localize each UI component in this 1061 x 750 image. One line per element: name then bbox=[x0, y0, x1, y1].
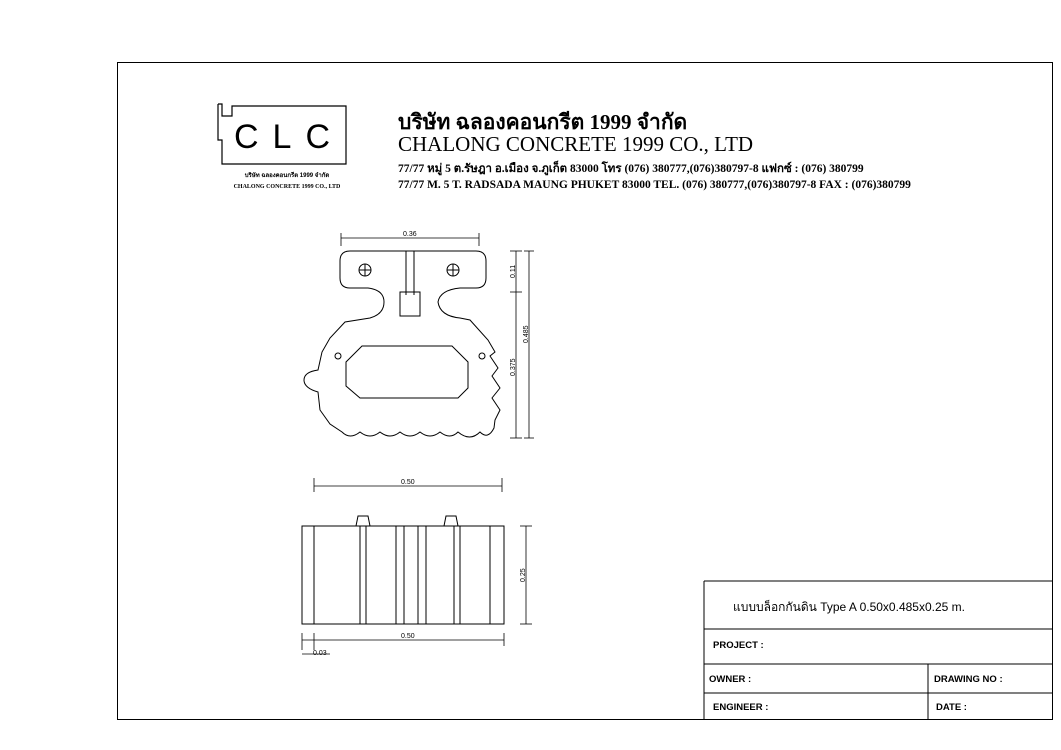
dimension-lines-side bbox=[302, 526, 532, 654]
dim-plan-width: 0.50 bbox=[401, 479, 415, 486]
dim-side-height: 0.25 bbox=[520, 568, 527, 582]
drawing-no-label: DRAWING NO : bbox=[934, 674, 1003, 685]
company-address-en: 77/77 M. 5 T. RADSADA MAUNG PHUKET 83000 TEL. (076) 380777,(076)380797-8 FAX : (076)380799 bbox=[398, 179, 911, 191]
dim-top-tab: 0.11 bbox=[510, 264, 517, 278]
drawing-title: แบบบล็อกกันดิน Type A 0.50x0.485x0.25 m. bbox=[733, 600, 965, 614]
date-label: DATE : bbox=[936, 702, 967, 713]
company-name-th: บริษัท ฉลองคอนกรีต 1999 จำกัด bbox=[398, 110, 688, 134]
dim-edge: 0.03 bbox=[313, 650, 327, 657]
project-label: PROJECT : bbox=[713, 640, 764, 651]
engineer-label: ENGINEER : bbox=[713, 702, 769, 713]
dim-side-width: 0.50 bbox=[401, 633, 415, 640]
dimension-lines-top bbox=[314, 233, 534, 492]
company-name-en: CHALONG CONCRETE 1999 CO., LTD bbox=[398, 132, 754, 156]
block-side-view bbox=[302, 516, 504, 624]
logo-letters: CLC bbox=[233, 118, 345, 156]
owner-label: OWNER : bbox=[709, 674, 752, 685]
block-top-view bbox=[304, 251, 500, 437]
dim-top-width: 0.36 bbox=[403, 231, 417, 238]
company-address-th: 77/77 หมู่ 5 ต.รัษฎา อ.เมือง จ.ภูเก็ต 83000 โทร (076) 380777,(076)380797-8 แฟกซ์ : (076) 380799 bbox=[398, 163, 864, 175]
dim-total-height: 0.485 bbox=[523, 325, 530, 343]
logo-subtitle-en: CHALONG CONCRETE 1999 CO., LTD bbox=[233, 184, 341, 190]
dim-inner-height: 0.375 bbox=[510, 358, 517, 376]
logo-subtitle-th: บริษัท ฉลองคอนกรีต 1999 จำกัด bbox=[244, 173, 330, 179]
